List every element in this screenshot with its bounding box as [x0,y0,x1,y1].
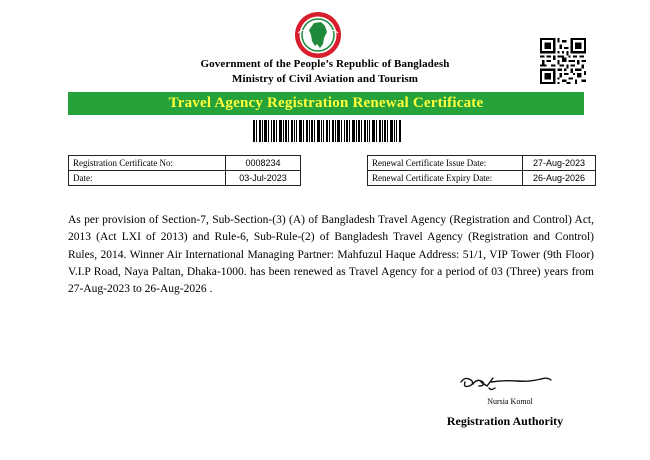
signatory-name: Nursia Komol [487,397,533,406]
renewal-info-table [367,155,596,186]
expiry-date-value: 26-Aug-2026 [523,171,596,186]
table-row [69,171,301,186]
bangladesh-government-emblem-icon [294,11,342,59]
date-value: 03-Jul-2023 [226,171,301,186]
date-label: Date: [69,171,226,186]
ministry-title: Ministry of Civil Aviation and Tourism [231,73,419,85]
registration-info-table [68,155,301,186]
government-title: Government of the People’s Republic of Bangladesh [200,58,450,70]
certificate-body-paragraph: As per provision of Section-7, Sub-Section-(3) (A) of Bangladesh Travel Agency (Registration and Control) Act, 2013 (Act LXI of 2013) and Rule-6, Sub-Rule-(2) of Bangladesh Travel Agency (Registration and Control) Rules, 2014. Winner Air International Managing Partner: Mahfuzul Haque Address: 51/1, VIP Tower (9th Floor) V.I.P Road, Naya Paltan, Dhaka-1000. has been renewed as Travel Agency for a period of 03 (Three) years from 27-Aug-2023 to 26-Aug-2026 . [68,214,594,296]
expiry-date-label: Renewal Certificate Expiry Date: [368,171,523,186]
registration-no-value: 0008234 [226,156,301,171]
issue-date-label: Renewal Certificate Issue Date: [368,156,523,171]
registration-no-label: Registration Certificate No: [69,156,226,171]
issue-date-value: 27-Aug-2023 [523,156,596,171]
qr-code-icon [540,38,586,84]
table-row [69,156,301,171]
registration-authority-label: Registration Authority [446,414,564,428]
handwritten-signature-icon [455,368,565,398]
barcode-icon [253,120,401,142]
table-row [368,171,596,186]
certificate-title-banner: Travel Agency Registration Renewal Certificate [68,92,584,115]
table-row [368,156,596,171]
